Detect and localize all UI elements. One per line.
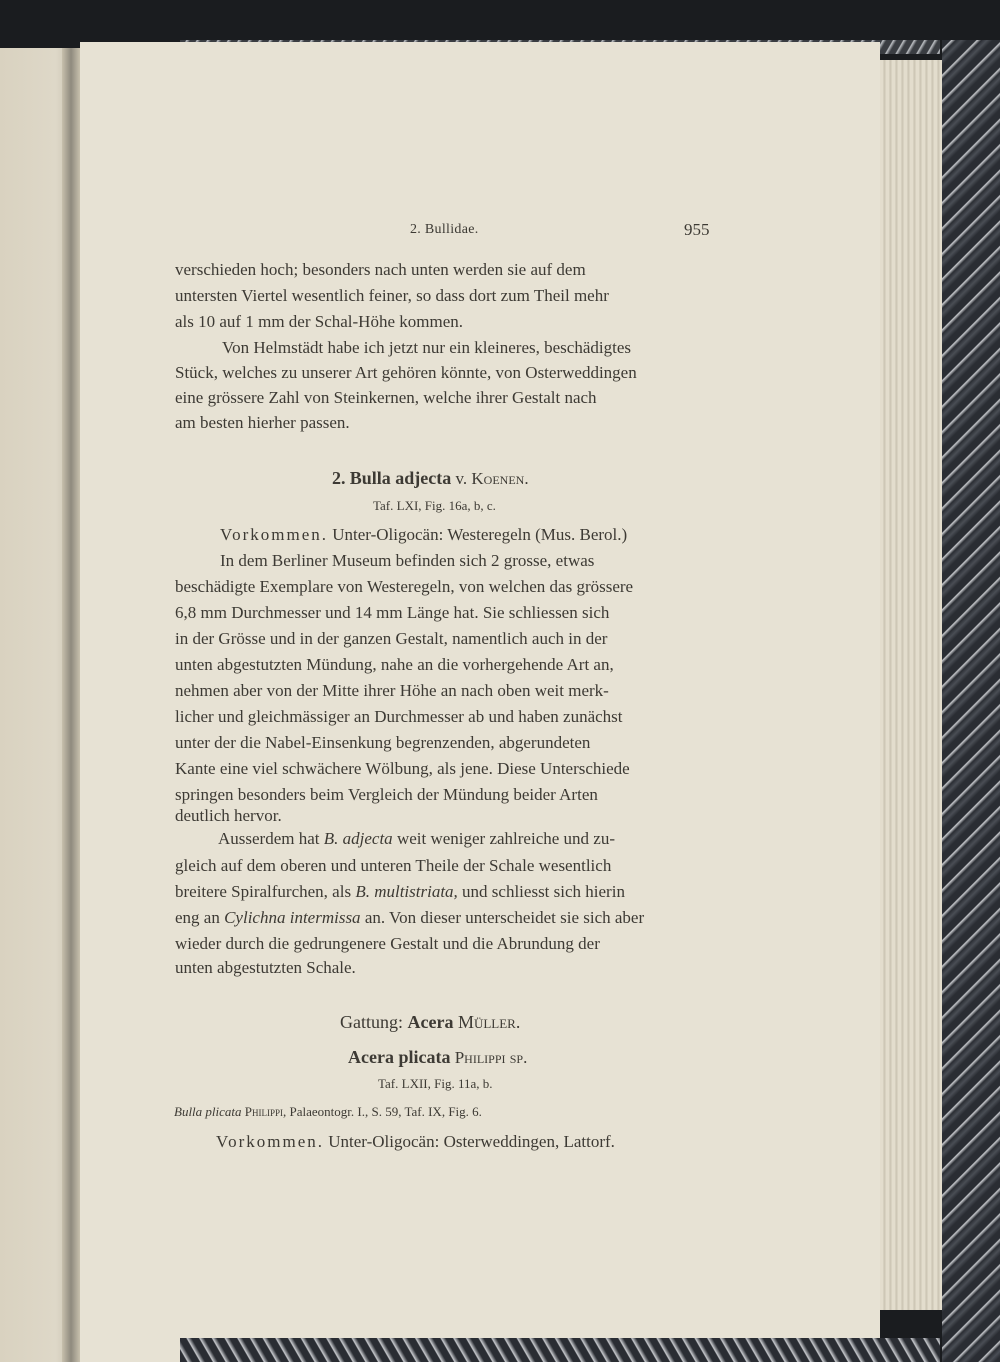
text-line: am besten hierher passen.: [175, 413, 350, 432]
text-line: gleich auf dem oberen und unteren Theile der Schale wesentlich: [175, 856, 612, 875]
occurrence-label: Vorkommen.: [220, 525, 328, 544]
text-line: breitere Spiralfurchen, als B. multistriata, und schliesst sich hierin: [175, 882, 625, 901]
occurrence-line: [216, 1132, 615, 1152]
text-line: als 10 auf 1 mm der Schal-Höhe kommen.: [175, 312, 463, 331]
species-number: 2.: [332, 468, 346, 488]
text-line: unter der die Nabel-Einsenkung begrenzenden, abgerundeten: [175, 733, 591, 752]
occurrence-text: Unter-Oligocän: Westeregeln (Mus. Berol.): [332, 525, 628, 544]
text-line: eine grössere Zahl von Steinkernen, welche ihrer Gestalt nach: [175, 388, 597, 407]
occurrence-label: Vorkommen.: [216, 1132, 324, 1151]
text-line: unten abgestutzten Schale.: [175, 958, 356, 977]
page-edges: [880, 60, 942, 1310]
author-prefix: v.: [455, 469, 468, 488]
text-line: eng an Cylichna intermissa an. Von dieser unterscheidet sie sich aber: [175, 908, 645, 927]
text-line: Stück, welches zu unserer Art gehören könnte, von Osterweddingen: [175, 363, 637, 382]
text-line: beschädigte Exemplare von Westeregeln, von welchen das grössere: [175, 577, 634, 596]
text-line: deutlich hervor.: [175, 806, 282, 825]
book-gutter: [62, 48, 80, 1362]
text-line: licher und gleichmässiger an Durchmesser ab und haben zunächst: [175, 707, 623, 726]
genus-name: Acera: [407, 1012, 454, 1032]
plate-reference: Taf. LXII, Fig. 11a, b.: [378, 1076, 493, 1091]
text-line: untersten Viertel wesentlich feiner, so dass dort zum Theil mehr: [175, 286, 609, 305]
synonym-reference: Palaeontogr. I., S. 59, Taf. IX, Fig. 6.: [289, 1104, 482, 1119]
running-title: 2. Bullidae.: [410, 222, 479, 237]
species-author: Koenen.: [471, 469, 529, 488]
species-name: Acera plicata: [348, 1047, 451, 1067]
species-author: Philippi sp.: [454, 1048, 528, 1067]
book-page: [80, 42, 880, 1362]
genus-author: Müller.: [457, 1012, 521, 1032]
synonym-author: Philippi,: [244, 1104, 287, 1119]
text-line: nehmen aber von der Mitte ihrer Höhe an nach oben weit merk-: [175, 681, 609, 700]
text-line: in der Grösse und in der ganzen Gestalt, namentlich auch in der: [175, 629, 608, 648]
book-cover-bottom: [180, 1338, 940, 1362]
synonym-name: Bulla plicata: [174, 1104, 242, 1119]
genus-label: Gattung:: [340, 1012, 403, 1032]
species-name: Bulla adjecta: [349, 468, 452, 488]
book-cover-right: [942, 40, 1000, 1362]
text-line: verschieden hoch; besonders nach unten werden sie auf dem: [175, 260, 586, 279]
plate-reference: Taf. LXI, Fig. 16a, b, c.: [373, 498, 496, 513]
occurrence-line: [220, 525, 627, 545]
text-line: In dem Berliner Museum befinden sich 2 grosse, etwas: [220, 551, 595, 570]
occurrence-text: Unter-Oligocän: Osterweddingen, Lattorf.: [328, 1132, 615, 1151]
text-line: Kante eine viel schwächere Wölbung, als jene. Diese Unterschiede: [175, 759, 630, 778]
text-line: 6,8 mm Durchmesser und 14 mm Länge hat. Sie schliessen sich: [175, 603, 610, 622]
text-line: springen besonders beim Vergleich der Mündung beider Arten: [175, 785, 598, 804]
text-line: Von Helmstädt habe ich jetzt nur ein kleineres, beschädigtes: [222, 338, 631, 357]
page-number: 955: [684, 220, 710, 239]
text-line: unten abgestutzten Mündung, nahe an die vorhergehende Art an,: [175, 655, 614, 674]
species-heading: [348, 1047, 527, 1068]
text-line: wieder durch die gedrungenere Gestalt und die Abrundung der: [175, 934, 600, 953]
synonym-line: [174, 1104, 482, 1120]
species-heading: [332, 468, 529, 489]
text-line: Ausserdem hat B. adjecta weit weniger zahlreiche und zu-: [218, 829, 615, 848]
genus-heading: [340, 1012, 520, 1033]
